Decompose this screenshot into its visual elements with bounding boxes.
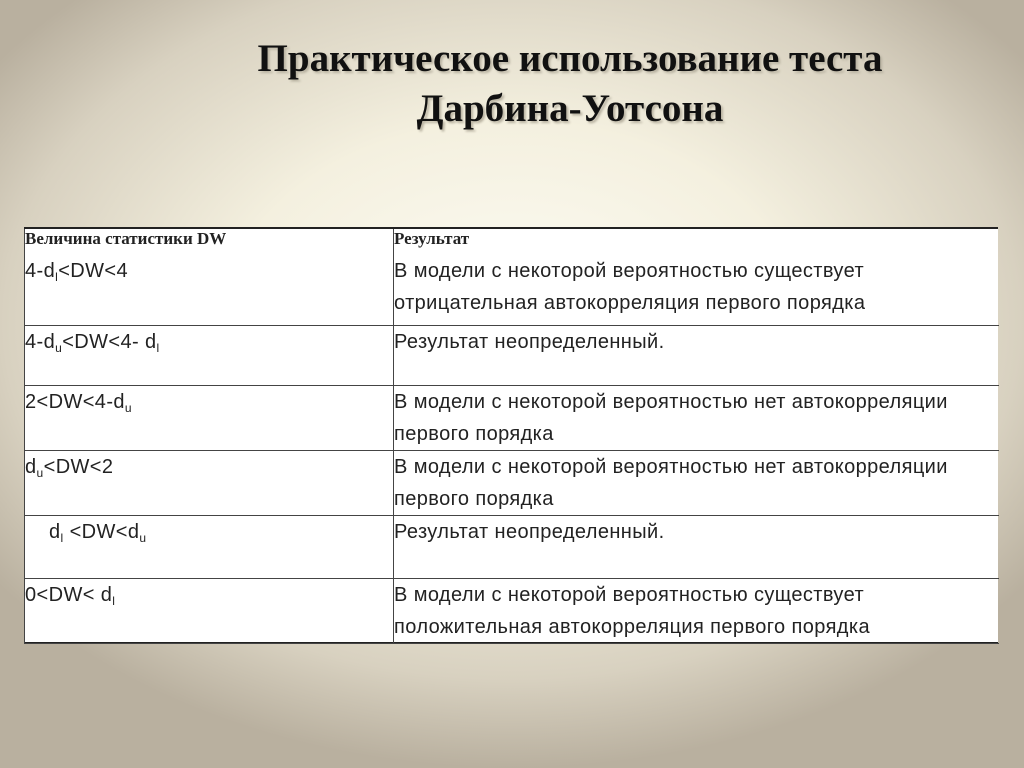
result-cell: В модели с некоторой вероятностью нет автокорреляции первого порядка	[394, 385, 999, 450]
dw-table	[24, 229, 999, 644]
slide-title	[150, 34, 990, 134]
table-row	[25, 578, 999, 643]
table-row	[25, 515, 999, 578]
title-line-1: Практическое использование теста	[257, 37, 883, 80]
condition-text: 2<DW<4-d	[25, 390, 125, 413]
condition-subscript: l	[112, 593, 116, 608]
condition-cell	[25, 515, 394, 578]
condition-text: <DW<4- d	[62, 330, 157, 353]
condition-subscript: u	[55, 340, 63, 355]
result-cell: В модели с некоторой вероятностью существует положительная автокорреляция первого порядка	[394, 578, 999, 643]
condition-text: 4-d	[25, 330, 56, 353]
dw-decision-table	[24, 227, 998, 644]
condition-cell	[25, 325, 394, 385]
condition-text: d	[49, 520, 61, 543]
result-cell: В модели с некоторой вероятностью нет автокорреляции первого порядка	[394, 450, 999, 515]
condition-cell	[25, 450, 394, 515]
condition-subscript: l	[156, 340, 160, 355]
condition-cell	[25, 578, 394, 643]
table-row	[25, 255, 999, 325]
header-statistic: Величина статистики DW	[25, 229, 394, 255]
condition-subscript: u	[139, 530, 147, 545]
header-result: Результат	[394, 229, 999, 255]
condition-subscript: u	[124, 400, 132, 415]
result-cell: Результат неопределенный.	[394, 325, 999, 385]
condition-text: d	[25, 455, 37, 478]
table-row	[25, 450, 999, 515]
table-header-row	[25, 229, 999, 255]
condition-text: 0<DW< d	[25, 583, 113, 606]
condition-subscript: l	[55, 270, 59, 284]
condition-cell	[25, 385, 394, 450]
title-line-2: Дарбина-Уотсона	[416, 87, 724, 130]
condition-text: <DW<4	[58, 260, 128, 282]
condition-subscript: l	[60, 530, 64, 545]
table-row	[25, 325, 999, 385]
condition-cell	[25, 255, 394, 325]
condition-subscript: u	[36, 465, 44, 480]
condition-text: <DW<d	[63, 520, 140, 543]
condition-text: 4-d	[25, 260, 56, 282]
result-cell: В модели с некоторой вероятностью существует отрицательная автокорреляция первого порядка	[394, 255, 999, 325]
table-row	[25, 385, 999, 450]
condition-text: <DW<2	[43, 455, 114, 478]
result-cell: Результат неопределенный.	[394, 515, 999, 578]
